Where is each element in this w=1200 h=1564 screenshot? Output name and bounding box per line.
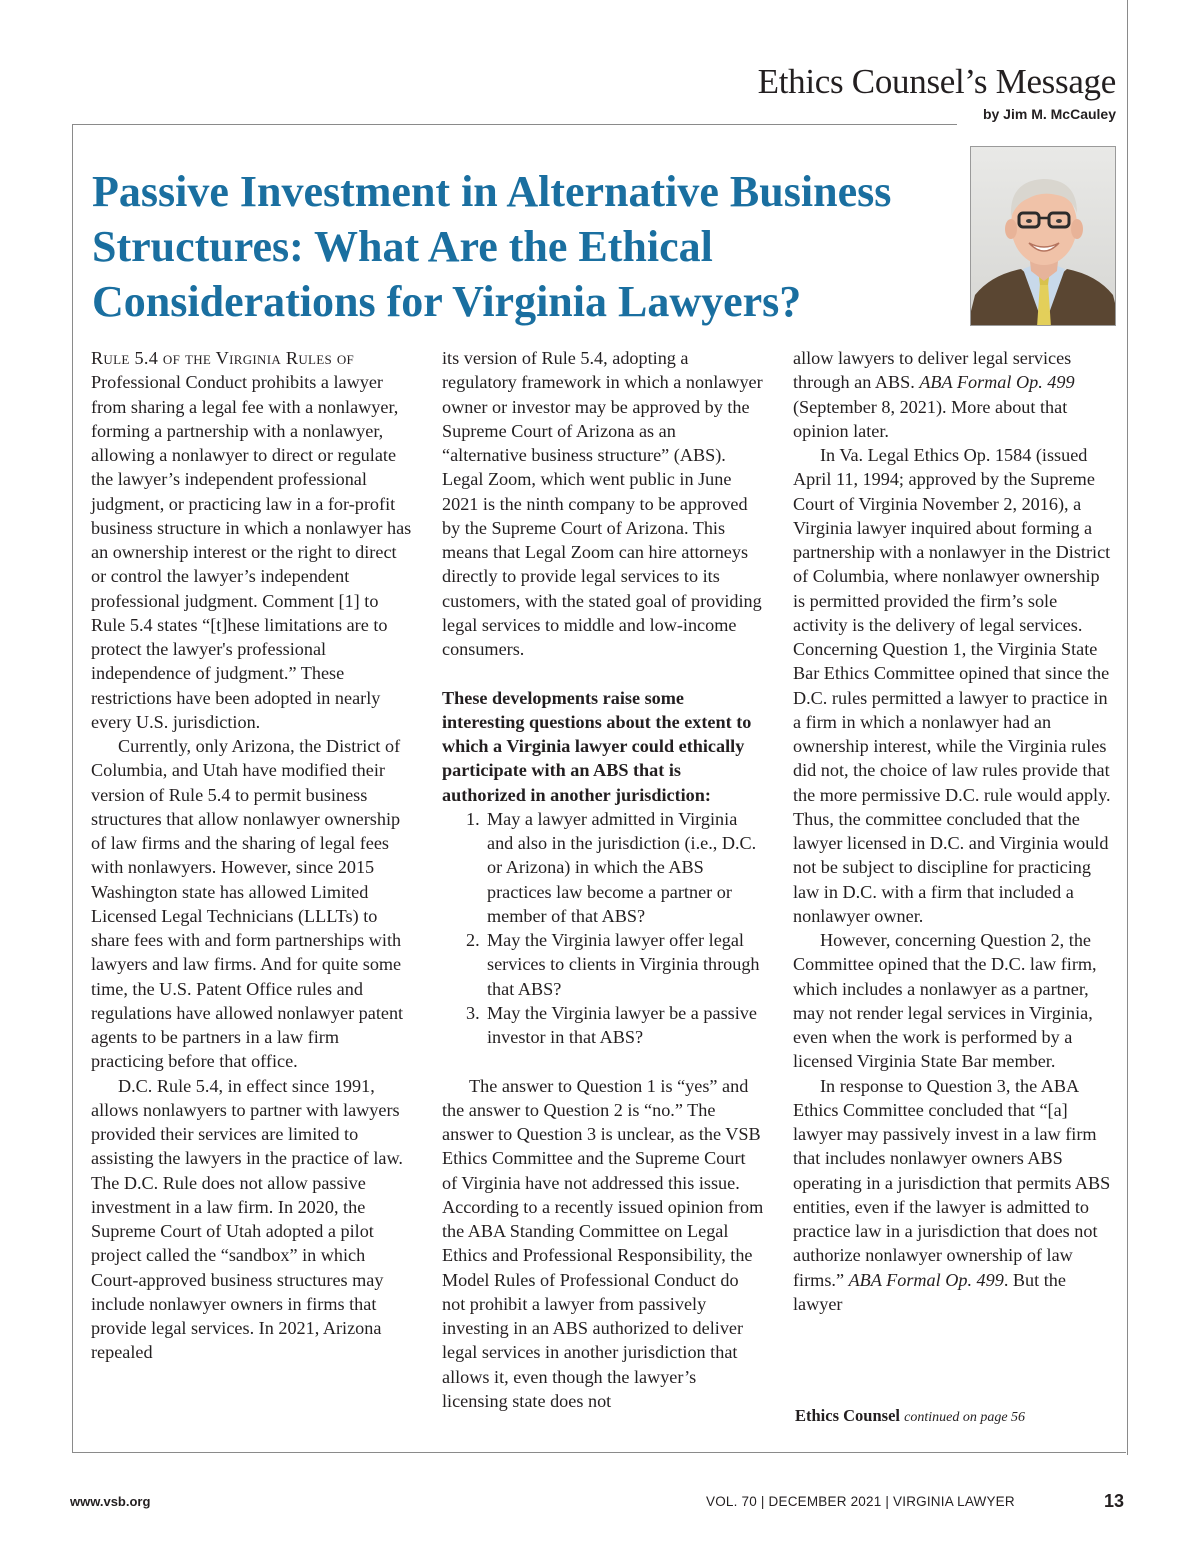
section-header bbox=[758, 62, 1116, 122]
citation: ABA Formal Op. 499 bbox=[848, 1269, 1004, 1290]
paragraph-text: In response to Question 3, the ABA Ethics Committee concluded that “[a] lawyer may passively invest in a law firm that includes nonlawyer owners ABS operating in a jurisdiction that permits ABS entities, even if the lawyer is admitted to practice law in a jurisdiction that does not authorize nonlawyer ownership of law firms.” bbox=[793, 1075, 1111, 1290]
bold-paragraph: These developments raise some interesting questions about the extent to which a Virginia lawyer could ethically participate with an ABS that is authorized in another jurisdiction: bbox=[442, 687, 752, 805]
spacer bbox=[442, 661, 764, 685]
continued-note bbox=[795, 1406, 1025, 1426]
paragraph-text: (September 8, 2021). More about that opinion later. bbox=[793, 396, 1068, 441]
article-headline: Passive Investment in Alternative Business Structures: What Are the Ethical Considerations for Virginia Lawyers? bbox=[92, 167, 892, 326]
paragraph-text: . But the lawyer bbox=[793, 1269, 1066, 1314]
paragraph-text: Professional Conduct prohibits a lawyer from sharing a legal fee with a nonlawyer, forming a partnership with a nonlawyer, allowing a nonlawyer to direct or regulate the lawyer’s independent professional judgment, or practicing law in a for-profit business structure in which a nonlawyer has an ownership interest or the right to direct or control the lawyer’s independent professional judgment. Comment [1] to Rule 5.4 states “[t]hese limitations are to protect the lawyer's professional independence of judgment.” These restrictions have been adopted in nearly every U.S. jurisdiction. bbox=[91, 372, 412, 732]
article-column-3 bbox=[793, 346, 1115, 1316]
article-frame-top-rule bbox=[72, 124, 957, 125]
paragraph: However, concerning Question 2, the Committee opined that the D.C. law firm, which includes a nonlawyer as a partner, may not render legal services in Virginia, even when the work is performed by a licensed Virginia State Bar member. bbox=[793, 930, 1097, 1072]
paragraph: its version of Rule 5.4, adopting a regulatory framework in which a nonlawyer owner or investor may be approved by the Supreme Court of Arizona as an “alternative business structure” (ABS). Legal Zoom, which went public in June 2021 is the ninth company to be approved by the Supreme Court of Arizona. This means that Legal Zoom can hire attorneys directly to provide legal services to its customers, with the stated goal of providing legal services to middle and low-income consumers. bbox=[442, 348, 763, 659]
paragraph bbox=[793, 1074, 1115, 1317]
paragraph: D.C. Rule 5.4, in effect since 1991, allows nonlawyers to partner with lawyers provided their services are limited to assisting the lawyers in the practice of law. The D.C. Rule does not allow passive investment in a law firm. In 2020, the Supreme Court of Utah adopted a pilot project called the “sandbox” in which Court-approved business structures may include nonlawyer owners in firms that provide legal services. In 2021, Arizona repealed bbox=[91, 1075, 403, 1363]
author-portrait bbox=[970, 146, 1116, 326]
paragraph: The answer to Question 1 is “yes” and the answer to Question 2 is “no.” The answer to Question 3 is unclear, as the VSB Ethics Committee and the Supreme Court of Virginia have not addressed this issue. According to a recently issued opinion from the ABA Standing Committee on Legal Ethics and Professional Responsibility, the Model Rules of Professional Conduct do not prohibit a lawyer from passively investing in an ABS authorized to deliver legal services in another jurisdiction that allows it, even though the lawyer’s licensing state does not bbox=[442, 1075, 764, 1411]
question-item bbox=[442, 1001, 764, 1050]
footer-website: www.vsb.org bbox=[70, 1494, 151, 1509]
question-text: May the Virginia lawyer offer legal services to clients in Virginia through that ABS? bbox=[487, 930, 760, 999]
author-byline: by Jim M. McCauley bbox=[982, 106, 1116, 122]
paragraph bbox=[91, 346, 413, 734]
question-text: May the Virginia lawyer be a passive investor in that ABS? bbox=[487, 1002, 757, 1047]
article-column-1 bbox=[91, 346, 413, 1365]
paragraph: In Va. Legal Ethics Op. 1584 (issued April 11, 1994; approved by the Supreme Court of Virginia November 2, 2016), a Virginia lawyer inquired about forming a partnership with a nonlawyer in the District of Columbia, where nonlawyer ownership is permitted provided the firm’s sole activity is the delivery of legal services. Concerning Question 1, the Virginia State Bar Ethics Committee opined that since the D.C. rules permitted a lawyer to practice in a firm in which a nonlawyer had an ownership interest, while the Virginia rules did not, the choice of law rules provide that the more permissive D.C. rule would apply. Thus, the committee concluded that the lawyer licensed in D.C. and Virginia would not be subject to discipline for practicing law in D.C. with a firm that included a nonlawyer owner. bbox=[793, 445, 1111, 926]
lead-in-smallcaps: Rule 5.4 of the Virginia Rules of bbox=[91, 348, 355, 368]
page-number: 13 bbox=[1104, 1491, 1125, 1511]
article-column-2 bbox=[442, 346, 764, 1413]
paragraph bbox=[793, 346, 1115, 443]
section-title: Ethics Counsel’s Message bbox=[757, 62, 1116, 101]
continued-page-ref: continued on page 56 bbox=[904, 1410, 1026, 1425]
paragraph-text: allow lawyers to deliver legal services through an ABS. bbox=[793, 348, 1072, 393]
author-portrait-illustration bbox=[971, 147, 1116, 326]
question-number: 3. bbox=[466, 1002, 480, 1023]
question-text: May a lawyer admitted in Virginia and also in the jurisdiction (i.e., D.C. or Arizona) in which the ABS practices law become a partner or member of that ABS? bbox=[487, 808, 757, 926]
citation: ABA Formal Op. 499 bbox=[919, 372, 1075, 393]
spacer bbox=[442, 1049, 764, 1073]
question-number: 2. bbox=[466, 930, 480, 950]
question-item bbox=[442, 807, 764, 928]
continued-label: Ethics Counsel bbox=[795, 1406, 900, 1425]
page-edge-rule bbox=[1127, 0, 1128, 1455]
footer-issue-info: VOL. 70 | DECEMBER 2021 | VIRGINIA LAWYER bbox=[706, 1494, 1015, 1509]
question-item bbox=[442, 928, 764, 1001]
paragraph: Currently, only Arizona, the District of Columbia, and Utah have modified their version of Rule 5.4 to permit business structures that allow nonlawyer ownership of law firms and the sharing of legal fees with nonlawyers. However, since 2015 Washington state has allowed Limited Licensed Legal Technicians (LLLTs) to share fees with and form partnerships with lawyers and law firms. And for quite some time, the U.S. Patent Office rules and regulations have allowed nonlawyer patent agents to be partners in a law firm practicing before that office. bbox=[91, 736, 404, 1072]
question-number: 1. bbox=[466, 808, 480, 829]
